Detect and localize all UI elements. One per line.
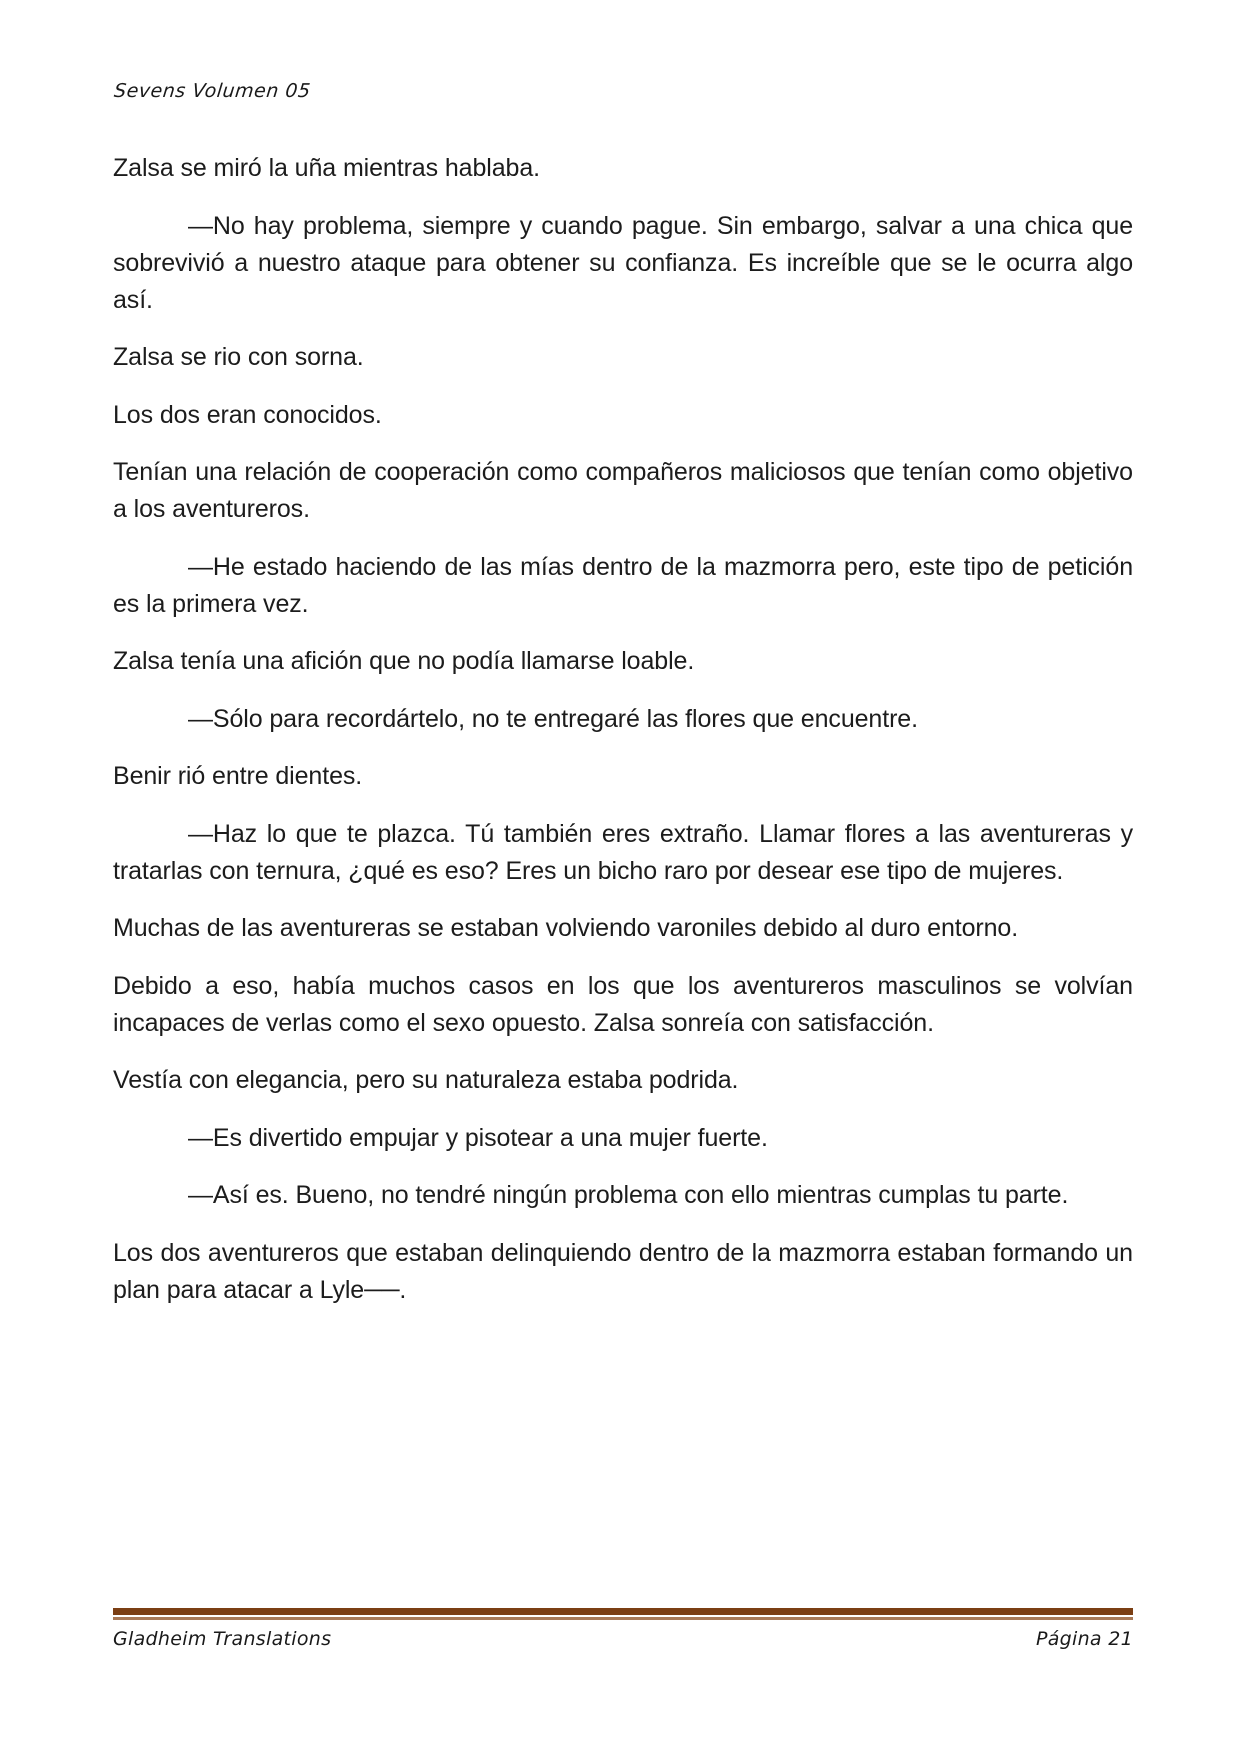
paragraph: Debido a eso, había muchos casos en los que los aventureros masculinos se volvían incapaces de verlas como el sexo opuesto. Zalsa sonreía con satisfacción. [113,971,1133,1037]
dialogue-paragraph: —Haz lo que te plazca. Tú también eres extraño. Llamar flores a las aventureras y tratarlas con ternura, ¿qué es eso? Eres un bicho raro por desear ese tipo de mujeres. [113,819,1133,885]
body-text [113,150,1133,1329]
footer-divider-thick-line [113,1608,1133,1615]
dialogue-paragraph: —Es divertido empujar y pisotear a una mujer fuerte. [188,1123,768,1152]
dialogue-paragraph: —Así es. Bueno, no tendré ningún problema con ello mientras cumplas tu parte. [188,1181,1069,1209]
paragraph: Zalsa tenía una afición que no podía llamarse loable. [113,647,695,675]
footer-divider [113,1608,1133,1621]
paragraph: Los dos aventureros que estaban delinquiendo dentro de la mazmorra estaban formando un plan para atacar a Lyle──. [113,1238,1133,1304]
paragraph: Los dos eran conocidos. [113,400,382,429]
paragraph: Benir rió entre dientes. [113,762,363,790]
footer-page-number: Página 21 [1035,1628,1133,1650]
paragraph: Zalsa se miró la uña mientras hablaba. [113,154,540,182]
dialogue-paragraph: —No hay problema, siempre y cuando pague. Sin embargo, salvar a una chica que sobrevivió a nuestro ataque para obtener su confianza. Es increíble que se le ocurra algo así. [113,211,1133,314]
footer-divider-thin-line [113,1617,1133,1620]
paragraph: Muchas de las aventureras se estaban volviendo varoniles debido al duro entorno. [113,914,1019,942]
paragraph: Zalsa se rio con sorna. [113,343,364,371]
footer-publisher: Gladheim Translations [113,1628,332,1650]
dialogue-paragraph: —He estado haciendo de las mías dentro de la mazmorra pero, este tipo de petición es la primera vez. [113,552,1133,618]
running-header: Sevens Volumen 05 [113,80,312,102]
paragraph: Vestía con elegancia, pero su naturaleza estaba podrida. [113,1066,739,1094]
dialogue-paragraph: —Sólo para recordártelo, no te entregaré las flores que encuentre. [188,704,918,733]
paragraph: Tenían una relación de cooperación como compañeros maliciosos que tenían como objetivo a los aventureros. [113,458,1133,523]
